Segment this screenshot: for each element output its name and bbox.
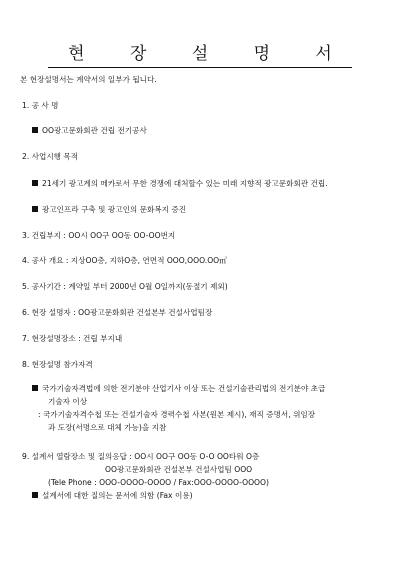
section-2-item-1: [32, 179, 328, 189]
intro-text: 본 현장설명서는 계약서의 일부가 됩니다.: [20, 75, 157, 84]
section-9-item: [32, 491, 193, 501]
bullet-square-icon: [32, 385, 38, 391]
section-4: 4. 공사 개요 : 지상OO층, 지하O층, 연면적 OOO,OOO.OO㎡: [22, 256, 227, 265]
title-area: [0, 44, 400, 68]
section-8-note-line-2: 과 도장(서명으로 대체 가능)을 지참: [48, 423, 167, 432]
section-9-item-text: 설계서에 대한 질의는 문서에 의함 (Fax 이용): [42, 491, 193, 500]
section-7: 7. 현장설명장소 : 건립 부지내: [22, 334, 123, 343]
section-2-item-1-text: 21세기 광고계의 메카로서 무한 경쟁에 대처할수 있는 미래 지향적 광고문화회관 건립.: [42, 179, 328, 188]
section-1-heading: 1. 공 사 명: [22, 101, 59, 110]
section-8-item: [32, 384, 325, 394]
section-8-item-line-1: 국가기술자격법에 의한 전기분야 산업기사 이상 또는 건설기술관리법의 전기분야 초급: [42, 384, 326, 393]
section-9-line-1: 9. 설계서 열람장소 및 질의응답 : OO시 OO구 OO동 O-O OO타워 O층: [22, 452, 260, 461]
bullet-square-icon: [32, 492, 38, 498]
section-8-item-line-2: 기술자 이상: [48, 397, 88, 406]
section-2-item-2: [32, 205, 186, 215]
section-9-line-2: OO광고문화회관 건설본부 건설사업팀 OOO: [105, 465, 253, 474]
section-3: 3. 건립부지 : OO시 OO구 OO동 OO-OO번지: [22, 231, 176, 240]
section-1-item-text: OO광고문화회관 건립 전기공사: [42, 126, 147, 135]
bullet-square-icon: [32, 180, 38, 186]
section-8-heading: 8. 현장설명 참가자격: [22, 360, 93, 369]
bullet-square-icon: [32, 206, 38, 212]
section-2-item-2-text: 광고인프라 구축 및 광고인의 문화복지 증진: [42, 205, 187, 214]
section-5: 5. 공사기간 : 계약일 부터 2000년 O월 O일까지(동절기 제외): [22, 282, 228, 291]
section-9-line-3: (Tele Phone : OOO-OOOO-OOOO / Fax:OOO-OOOO-OOOO): [48, 478, 269, 487]
section-6: 6. 현장 설명자 : OO광고문화회관 건설본부 건설사업팀장: [22, 308, 213, 317]
document-title: 현 장 설 명 서: [48, 44, 352, 68]
section-2-heading: 2. 사업시행 목적: [22, 152, 79, 161]
section-8-note-line-1: : 국가기술자격수첩 또는 건설기술자 경력수첩 사본(원본 제시), 재직 증명서, 위임장: [38, 410, 316, 419]
bullet-square-icon: [32, 127, 38, 133]
section-1-item: [32, 126, 147, 136]
